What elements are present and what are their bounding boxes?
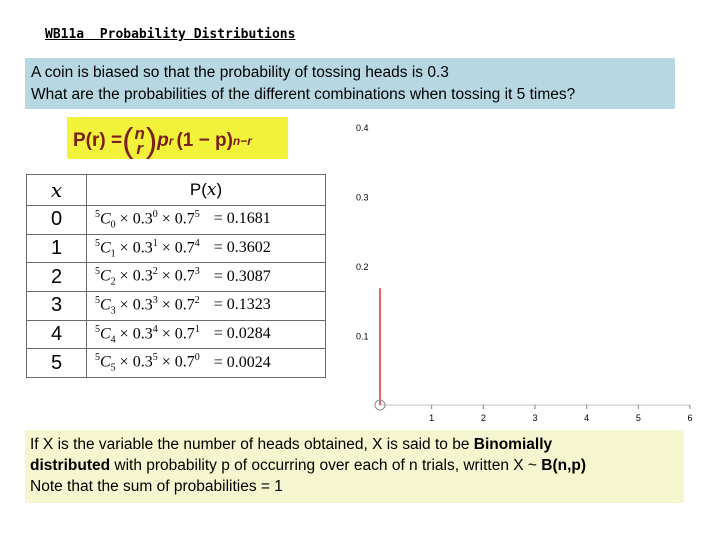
formula-lhs: P(r) = — [73, 130, 123, 151]
row-x-value: 0 — [27, 206, 87, 235]
note-bold-bnp: B(n,p) — [541, 457, 587, 474]
expr-result: = 0.1681 — [213, 210, 271, 228]
note-bold-binomially: Binomially — [473, 436, 553, 453]
x-tick-label: 3 — [532, 413, 538, 423]
expr-c: C — [100, 296, 111, 314]
formula-paren-open: ( — [122, 122, 134, 160]
y-tick-label: 0.2 — [356, 262, 369, 272]
expr-r: 2 — [110, 276, 116, 288]
expr-c: C — [100, 239, 111, 257]
expr-p: 0.3 — [132, 353, 153, 371]
expr-p-exp: 2 — [152, 266, 158, 278]
expr-q-exp: 5 — [194, 209, 200, 221]
note-line-1 — [30, 434, 679, 455]
formula-binomial — [134, 126, 144, 156]
expr-q-exp: 2 — [194, 295, 200, 307]
expr-p: 0.3 — [132, 267, 153, 285]
table-row — [27, 263, 326, 292]
formula-factor-exp: n−r — [232, 134, 252, 148]
row-x-value: 1 — [27, 234, 87, 263]
expr-result: = 0.3087 — [213, 267, 271, 285]
expr-r: 3 — [110, 305, 116, 317]
expr-n: 5 — [95, 237, 100, 249]
note-line-2 — [30, 455, 679, 476]
expr-c: C — [100, 353, 111, 371]
row-x-value: 4 — [27, 320, 87, 349]
table-row — [27, 206, 326, 235]
row-x-value: 3 — [27, 291, 87, 320]
expr-r: 1 — [110, 248, 116, 260]
expr-c: C — [100, 210, 111, 228]
header-x: x — [27, 175, 87, 206]
expr-q-exp: 4 — [194, 237, 200, 249]
expr-q: 0.7 — [174, 267, 195, 285]
probability-chart — [340, 112, 700, 427]
header-p-suffix: ) — [216, 180, 223, 199]
expr-r: 0 — [110, 219, 116, 231]
table-row — [27, 320, 326, 349]
x-tick-label: 6 — [687, 413, 693, 423]
note-text: If X is the variable the number of heads obtained, X is said to be — [30, 436, 474, 453]
row-expression: $^5C_2 \times 0.3^2 \times 0.7^3 = 0.3087$ — [87, 263, 326, 292]
expr-q: 0.7 — [174, 296, 195, 314]
row-x-value: 2 — [27, 263, 87, 292]
expr-q: 0.7 — [174, 210, 195, 228]
expr-p-exp: 1 — [152, 237, 158, 249]
question-line-1: A coin is biased so that the probability of tossing heads is 0.3 — [31, 64, 449, 81]
expr-q: 0.7 — [174, 239, 195, 257]
expr-n: 5 — [95, 295, 100, 307]
expr-c: C — [100, 267, 111, 285]
x-tick-label: 2 — [480, 413, 486, 423]
row-expression: $^5C_3 \times 0.3^3 \times 0.7^2 = 0.1323$ — [87, 291, 326, 320]
question-box — [25, 58, 675, 109]
formula-p-exp: r — [168, 134, 174, 148]
table-row — [27, 349, 326, 378]
expr-p: 0.3 — [132, 325, 153, 343]
expr-r: 5 — [110, 362, 116, 374]
x-tick-label: 1 — [429, 413, 435, 423]
row-expression: $^5C_0 \times 0.3^0 \times 0.7^5 = 0.1681$ — [87, 206, 326, 235]
expr-result: = 0.1323 — [213, 296, 271, 314]
expr-n: 5 — [95, 323, 100, 335]
row-expression: $^5C_1 \times 0.3^1 \times 0.7^4 = 0.3602$ — [87, 234, 326, 263]
expr-p: 0.3 — [132, 239, 153, 257]
expr-p-exp: 3 — [152, 295, 158, 307]
header-p-prefix: P( — [189, 180, 207, 199]
expr-q: 0.7 — [174, 325, 195, 343]
x-tick-label: 5 — [635, 413, 641, 423]
expr-q-exp: 0 — [194, 352, 200, 364]
formula-p: p — [157, 130, 169, 151]
binomial-formula — [67, 117, 288, 159]
expr-q-exp: 1 — [194, 323, 200, 335]
binom-top: n — [134, 124, 145, 143]
expr-p-exp: 0 — [152, 209, 158, 221]
note-bold-distributed: distributed — [30, 457, 111, 474]
expr-n: 5 — [95, 209, 100, 221]
table-row — [27, 234, 326, 263]
expr-r: 4 — [110, 334, 116, 346]
table-row — [27, 291, 326, 320]
expr-c: C — [100, 325, 111, 343]
x-tick-label: 4 — [584, 413, 590, 423]
expr-result: = 0.0024 — [213, 353, 271, 371]
header-px — [87, 175, 326, 206]
table-header-row — [27, 175, 326, 206]
header-p-var: x — [206, 180, 217, 200]
binom-bottom: r — [136, 139, 143, 158]
expr-q-exp: 3 — [194, 266, 200, 278]
expr-p-exp: 5 — [152, 352, 158, 364]
y-tick-label: 0.4 — [356, 123, 369, 133]
y-tick-label: 0.1 — [356, 331, 369, 342]
expr-p: 0.3 — [132, 296, 153, 314]
note-box — [25, 430, 684, 503]
formula-paren-close: ) — [145, 122, 158, 160]
note-text: with probability p of occurring over each of n trials, written X ~ — [110, 457, 542, 474]
row-expression: $^5C_5 \times 0.3^5 \times 0.7^0 = 0.0024$ — [87, 349, 326, 378]
expr-result: = 0.0284 — [213, 325, 271, 343]
expr-n: 5 — [95, 352, 100, 364]
expr-n: 5 — [95, 266, 100, 278]
formula-factor: (1 − p) — [176, 130, 233, 151]
row-expression: $^5C_4 \times 0.3^4 \times 0.7^1 = 0.0284$ — [87, 320, 326, 349]
slide-title: WB11a Probability Distributions — [45, 27, 296, 42]
probability-table — [26, 174, 326, 378]
row-x-value: 5 — [27, 349, 87, 378]
y-tick-label: 0.3 — [356, 192, 369, 203]
note-line-3: Note that the sum of probabilities = 1 — [30, 478, 283, 495]
question-line-2: What are the probabilities of the different combinations when tossing it 5 times? — [31, 86, 576, 103]
expr-result: = 0.3602 — [213, 239, 271, 257]
expr-p-exp: 4 — [152, 323, 158, 335]
expr-q: 0.7 — [174, 353, 195, 371]
expr-p: 0.3 — [132, 210, 153, 228]
